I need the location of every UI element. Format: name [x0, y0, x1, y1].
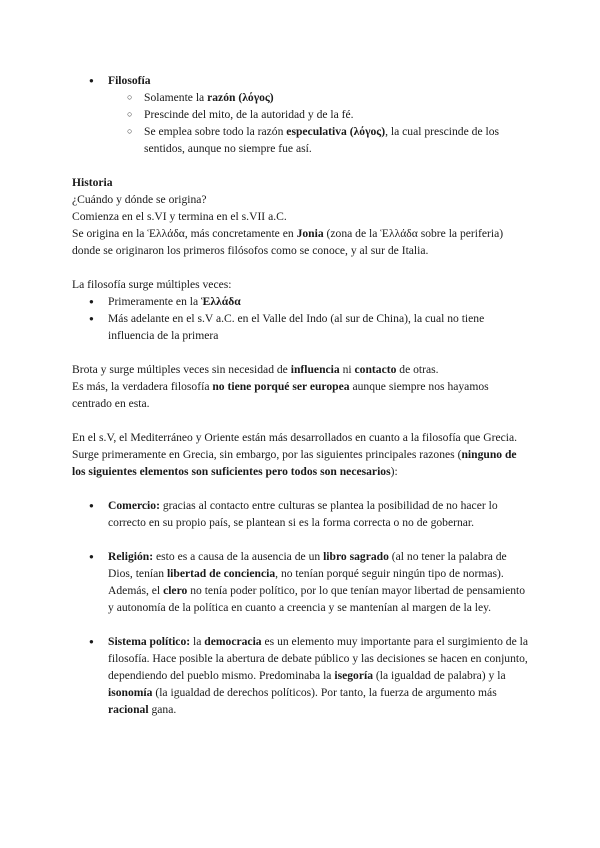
bold-text: razón (λόγος) [207, 91, 274, 104]
razones-list [72, 497, 530, 718]
text: Se origina en la Ἑλλάδα, más concretamente en [72, 227, 297, 240]
brota-section [72, 361, 530, 412]
bold-text: Jonia [296, 227, 324, 240]
list-item [72, 106, 530, 123]
list-item [72, 89, 530, 106]
paragraph: Surge primeramente en Grecia, sin embargo, por las siguientes principales razones (ninguno de los siguientes elementos son suficientes pero todos son necesarios): [72, 448, 517, 478]
text: , la cual prescinde de los sentidos, aunque no siempre fue así. [144, 125, 500, 155]
text: Solamente la [144, 91, 208, 104]
list-item: ● Religión: esto es a causa de la ausencia de un libro sagrado (al no tener la palabra de Dios, tenían libertad de conciencia, no tenían porqué seguir ningún tipo de normas). Además, el clero no tenía poder político, por lo que tenían mayor libertad de pensamiento y autonomía de la política en cuanto a creencia y se mantenían al margen de la ley. [72, 548, 530, 616]
paragraph: En el s.V, el Mediterráneo y Oriente están más desarrollados en cuanto a la filosofía que Grecia. [72, 431, 518, 444]
surge-list [72, 293, 530, 344]
sv-section [72, 429, 530, 480]
historia-line [72, 225, 530, 259]
text: (zona de la Ἑλλάδα sobre la periferia) donde se originaron los primeros filósofos como se conoce, y al sur de Italia. [72, 227, 504, 257]
text: gracias al contacto entre culturas se plantea la posibilidad de no hacer lo correcto en su propio país, se plantean si es la forma correcta o no de gobernar. [108, 499, 498, 529]
list-item [72, 310, 530, 344]
paragraph: Es más, la verdadera filosofía no tiene porqué ser europea aunque siempre nos hayamos centrado en esta. [72, 380, 489, 410]
bold-text: Ἑλλάδα [201, 295, 241, 308]
surge-intro: La filosofía surge múltiples veces: [72, 278, 232, 291]
paragraph: Brota y surge múltiples veces sin necesidad de influencia ni contacto de otras. [72, 363, 439, 376]
historia-line: Comienza en el s.VI y termina en el s.VII a.C. [72, 210, 287, 223]
historia-section [72, 174, 530, 259]
text: Primeramente en la [108, 295, 202, 308]
bold-text: especulativa (λόγος) [286, 125, 386, 138]
historia-question: ¿Cuándo y dónde se origina? [72, 193, 207, 206]
list-item [72, 123, 530, 157]
text: Más adelante en el s.V a.C. en el Valle del Indo (al sur de China), la cual no tiene influencia de la primera [108, 312, 485, 342]
text: Se emplea sobre todo la razón [144, 125, 287, 138]
filosofia-list [72, 72, 530, 157]
text: Prescinde del mito, de la autoridad y de la fé. [144, 108, 354, 121]
list-item [72, 497, 530, 531]
historia-heading: Historia [72, 176, 113, 189]
bold-text: Comercio: [108, 499, 160, 512]
filosofia-bullet [72, 72, 530, 157]
surge-section [72, 276, 530, 344]
filosofia-sublist [72, 89, 530, 157]
document-page [72, 72, 530, 718]
filosofia-heading: Filosofía [108, 74, 151, 87]
list-item [72, 293, 530, 310]
list-item: ● Sistema político: la democracia es un elemento muy importante para el surgimiento de la filosofía. Hace posible la abertura de debate público y las decisiones se hacen en conjunto, dependiendo del pueblo mismo. Predominaba la isegoría (la igualdad de palabra) y la isonomía (la igualdad de derechos políticos). Por tanto, la fuerza de argumento más racional gana. [72, 633, 530, 718]
